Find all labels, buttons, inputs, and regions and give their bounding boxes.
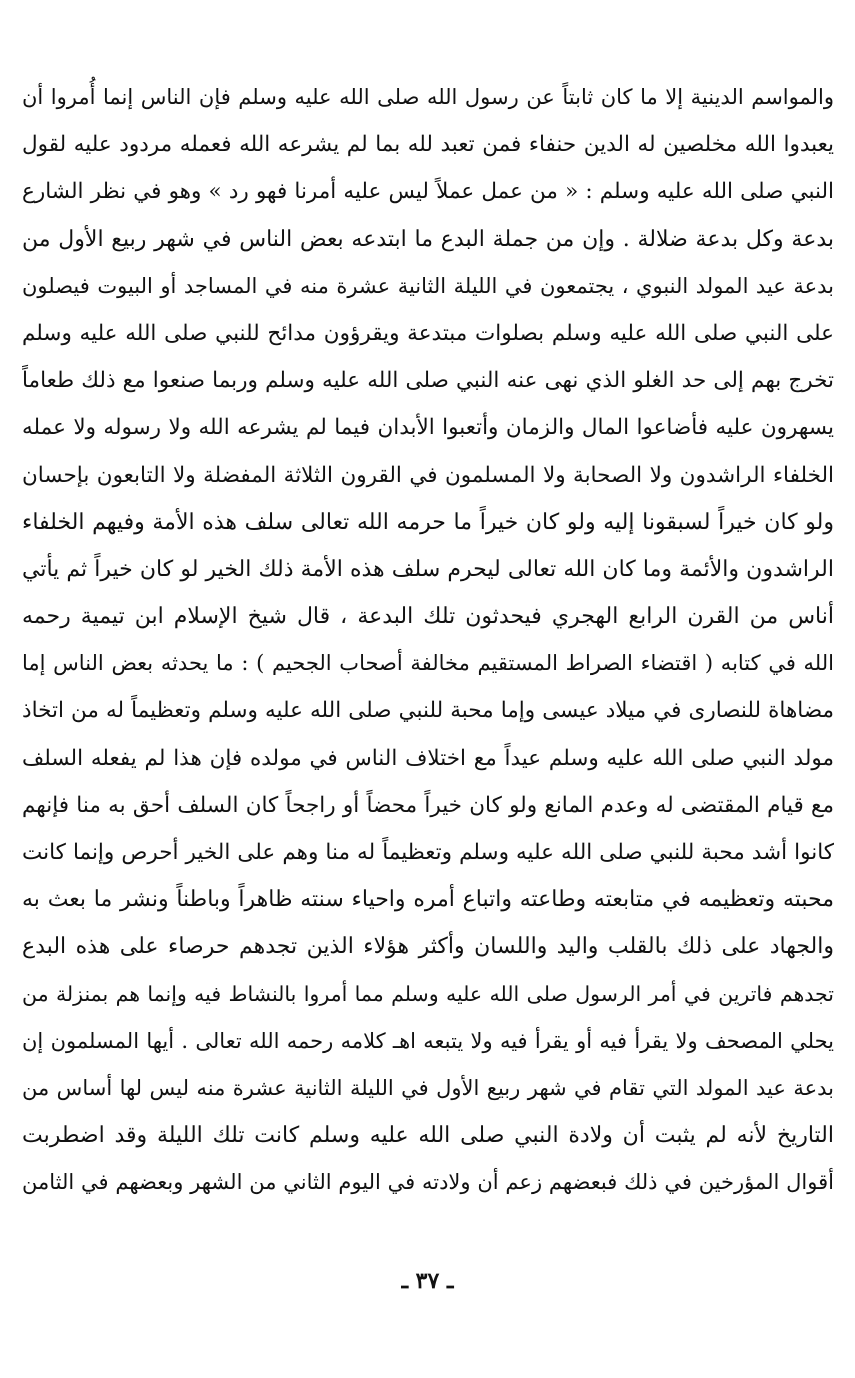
text-line: مع قيام المقتضى له وعدم المانع ولو كان خيراً محضاً أو راجحاً كان السلف أحق به منا فإنهم — [22, 792, 834, 818]
text-line: الخلفاء الراشدون ولا الصحابة ولا المسلمون في القرون الثلاثة المفضلة ولا التابعون بإحسان — [22, 462, 834, 488]
text-line: كانوا أشد محبة للنبي صلى الله عليه وسلم وتعظيماً له منا وهم على الخير أحرص وإنما كانت — [22, 840, 834, 865]
text-line: يسهرون عليه فأضاعوا المال والزمان وأتعبوا الأبدان فيما لم يشرعه الله ولا رسوله ولا عمله — [22, 415, 834, 441]
text-line: تجدهم فاترين في أمر الرسول صلى الله عليه وسلم مما أمروا بالنشاط فيه وإنما هم بمنزلة من — [22, 981, 834, 1006]
text-line: بدعة عيد المولد النبوي ، يجتمعون في الليلة الثانية عشرة منه في المساجد أو البيوت فيصلون — [22, 273, 834, 298]
body-text — [22, 74, 834, 1207]
text-line: يحلي المصحف ولا يقرأ فيه أو يقرأ فيه ولا يتبعه اهـ كلامه رحمه الله تعالى . أيها المسلمون إن — [22, 1028, 834, 1053]
text-line: والمواسم الدينية إلا ما كان ثابتاً عن رسول الله صلى الله عليه وسلم فإن الناس إنما أُمروا أن — [22, 85, 834, 109]
text-line: على النبي صلى الله عليه وسلم بصلوات مبتدعة ويقرؤون مدائح للنبي صلى الله عليه وسلم — [22, 320, 834, 346]
text-line: بدعة وكل بدعة ضلالة . وإن من جملة البدع ما ابتدعه بعض الناس في شهر ربيع الأول من — [22, 226, 834, 252]
text-line: بدعة عيد المولد التي تقام في شهر ربيع الأول في الليلة الثانية عشرة منه ليس لها أساس من — [22, 1075, 834, 1100]
page-number: ـ ٣٧ ـ — [401, 1268, 454, 1294]
text-line: والجهاد على ذلك بالقلب واليد واللسان وأكثر هؤلاء الذين تجدهم حرصاء على هذه البدع — [22, 934, 834, 960]
text-line: أناس من القرن الرابع الهجري فيحدثون تلك البدعة ، قال شيخ الإسلام ابن تيمية رحمه — [22, 604, 834, 630]
text-line: التاريخ لأنه لم يثبت أن ولادة النبي صلى الله عليه وسلم كانت تلك الليلة وقد اضطربت — [22, 1123, 834, 1149]
text-line: مضاهاة للنصارى في ميلاد عيسى وإما محبة للنبي صلى الله عليه وسلم وتعظيماً له من اتخاذ — [22, 698, 834, 724]
text-line: محبته وتعظيمه في متابعته وطاعته واتباع أمره واحياء سنته ظاهراً وباطناً ونشر ما بعث به — [22, 887, 834, 913]
text-line: أقوال المؤرخين في ذلك فبعضهم زعم أن ولادته في اليوم الثاني من الشهر وبعضهم في الثامن — [22, 1170, 834, 1195]
text-line: الراشدون والأئمة وما كان الله تعالى ليحرم سلف هذه الأمة ذلك الخير لو كان خيراً ثم يأتي — [22, 556, 834, 582]
text-line: النبي صلى الله عليه وسلم : « من عمل عملاً ليس عليه أمرنا فهو رد » وهو في نظر الشارع — [22, 179, 834, 205]
text-line: تخرج بهم إلى حد الغلو الذي نهى عنه النبي صلى الله عليه وسلم وربما صنعوا مع ذلك طعاماً — [22, 368, 834, 394]
text-line: مولد النبي صلى الله عليه وسلم عيداً مع اختلاف الناس في مولده فإن هذا لم يفعله السلف — [22, 745, 834, 771]
text-line: يعبدوا الله مخلصين له الدين حنفاء فمن تعبد لله بما لم يشرعه الله فعمله مردود عليه لقول — [22, 132, 834, 158]
text-line: الله في كتابه ( اقتضاء الصراط المستقيم مخالفة أصحاب الجحيم ) : ما يحدثه بعض الناس إما — [22, 651, 834, 676]
text-line: ولو كان خيراً لسبقونا إليه ولو كان خيراً ما حرمه الله تعالى سلف هذه الأمة وفيهم الخلفاء — [22, 509, 834, 535]
